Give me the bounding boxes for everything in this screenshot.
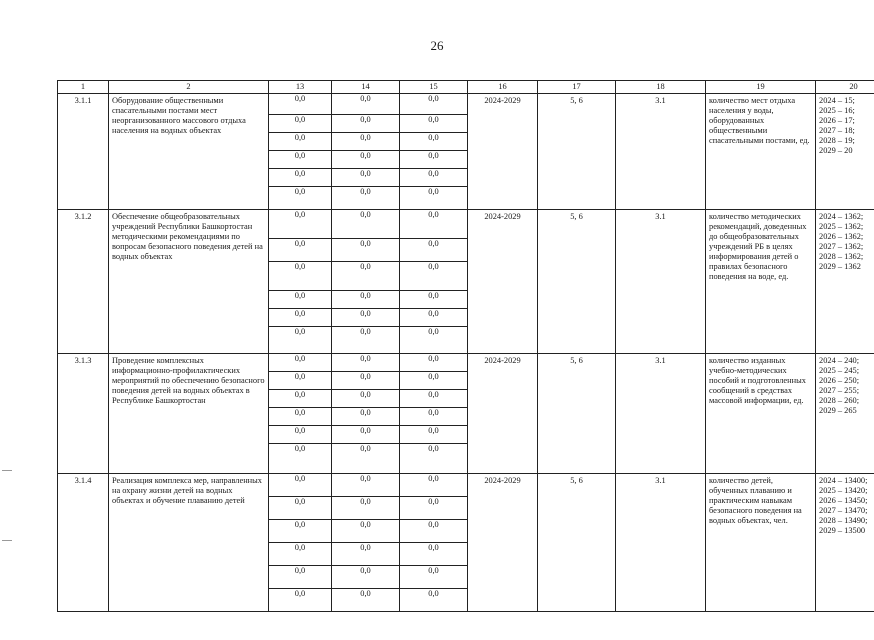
funding-value-cell: 0,0 [269,520,332,543]
column-header: 16 [468,81,538,94]
column-17-cell: 5, 6 [538,474,616,612]
funding-value-cell: 0,0 [269,187,332,210]
funding-value-cell: 0,0 [269,210,332,239]
activity-id: 3.1.1 [58,94,109,210]
funding-value-cell: 0,0 [332,543,400,566]
funding-value-cell: 0,0 [400,390,468,408]
funding-value-cell: 0,0 [332,115,400,133]
target-value: 2026 – 1362; [819,232,864,241]
funding-value-cell: 0,0 [269,133,332,151]
target-values-cell [816,354,874,474]
funding-value-cell: 0,0 [400,372,468,390]
margin-mark [2,470,12,471]
column-header: 2 [109,81,269,94]
funding-value-cell: 0,0 [400,133,468,151]
funding-value-cell: 0,0 [400,239,468,262]
funding-value-cell: 0,0 [400,497,468,520]
column-header: 18 [616,81,706,94]
target-value: 2025 – 16; [819,106,855,115]
column-17-cell: 5, 6 [538,210,616,354]
target-values-cell [816,474,874,612]
target-value: 2029 – 1362 [819,262,861,271]
funding-value-cell: 0,0 [332,354,400,372]
funding-value-cell: 0,0 [332,426,400,444]
table-row [58,474,874,497]
funding-value-cell: 0,0 [269,239,332,262]
funding-value-cell: 0,0 [269,497,332,520]
target-value: 2025 – 1362; [819,222,864,231]
activity-id: 3.1.3 [58,354,109,474]
table-row [58,354,874,372]
funding-value-cell: 0,0 [400,309,468,327]
funding-value-cell: 0,0 [332,327,400,354]
activity-id: 3.1.2 [58,210,109,354]
activity-name: Проведение комплексных информационно-профилактических мероприятий по обеспечению безопасного поведения детей на водных объектах в Республике Башкортостан [109,354,269,474]
target-value: 2024 – 1362; [819,212,864,221]
funding-value-cell: 0,0 [400,210,468,239]
table-row [58,94,874,115]
column-18-cell: 3.1 [616,354,706,474]
page-number: 26 [430,38,444,53]
target-value: 2029 – 13500 [819,526,866,535]
column-header: 13 [269,81,332,94]
column-header: 15 [400,81,468,94]
funding-value-cell: 0,0 [332,408,400,426]
funding-value-cell: 0,0 [269,543,332,566]
target-value: 2025 – 245; [819,366,860,375]
funding-value-cell: 0,0 [332,372,400,390]
funding-value-cell: 0,0 [400,169,468,187]
funding-value-cell: 0,0 [400,187,468,210]
column-header-row [58,81,874,94]
column-header: 20 [816,81,874,94]
target-value: 2024 – 13400; [819,476,868,485]
funding-value-cell: 0,0 [332,520,400,543]
activity-id: 3.1.4 [58,474,109,612]
target-value: 2026 – 17; [819,116,855,125]
funding-value-cell: 0,0 [332,210,400,239]
margin-mark [2,540,12,541]
period-cell: 2024-2029 [468,94,538,210]
target-value: 2027 – 255; [819,386,860,395]
target-value: 2028 – 1362; [819,252,864,261]
target-value: 2027 – 18; [819,126,855,135]
funding-value-cell: 0,0 [400,151,468,169]
table-row [58,210,874,239]
target-value: 2028 – 260; [819,396,860,405]
target-values-cell [816,94,874,210]
funding-value-cell: 0,0 [332,444,400,474]
indicator-cell: количество мест отдыха населения у воды, оборудованных общественными спасательными постами, ед. [706,94,816,210]
funding-value-cell: 0,0 [400,543,468,566]
funding-value-cell: 0,0 [269,390,332,408]
funding-value-cell: 0,0 [269,589,332,612]
funding-value-cell: 0,0 [269,115,332,133]
column-header: 1 [58,81,109,94]
funding-value-cell: 0,0 [400,354,468,372]
funding-value-cell: 0,0 [400,408,468,426]
funding-value-cell: 0,0 [269,327,332,354]
funding-value-cell: 0,0 [269,474,332,497]
funding-value-cell: 0,0 [332,133,400,151]
funding-value-cell: 0,0 [269,354,332,372]
funding-value-cell: 0,0 [400,115,468,133]
funding-value-cell: 0,0 [400,474,468,497]
target-value: 2026 – 250; [819,376,860,385]
indicator-cell: количество изданных учебно-методических пособий и подготовленных сообщений в средствах массовой информации, ед. [706,354,816,474]
target-value: 2027 – 1362; [819,242,864,251]
column-17-cell: 5, 6 [538,94,616,210]
indicator-cell: количество детей, обученных плаванию и практическим навыкам безопасного поведения на водных объектах, чел. [706,474,816,612]
activity-name: Обеспечение общеобразовательных учреждений Республики Башкортостан методическими рекомендациями по вопросам безопасного поведения детей на водных объектах [109,210,269,354]
column-17-cell: 5, 6 [538,354,616,474]
funding-value-cell: 0,0 [332,151,400,169]
activity-name: Реализация комплекса мер, направленных на охрану жизни детей на водных объектах и обучение плаванию детей [109,474,269,612]
funding-value-cell: 0,0 [332,309,400,327]
funding-value-cell: 0,0 [332,239,400,262]
funding-value-cell: 0,0 [400,291,468,309]
target-value: 2028 – 19; [819,136,855,145]
funding-value-cell: 0,0 [269,372,332,390]
funding-value-cell: 0,0 [400,426,468,444]
funding-value-cell: 0,0 [332,94,400,115]
funding-value-cell: 0,0 [332,262,400,291]
column-header: 17 [538,81,616,94]
funding-value-cell: 0,0 [269,262,332,291]
funding-value-cell: 0,0 [400,589,468,612]
column-18-cell: 3.1 [616,474,706,612]
funding-value-cell: 0,0 [332,566,400,589]
column-header: 19 [706,81,816,94]
funding-value-cell: 0,0 [400,94,468,115]
funding-value-cell: 0,0 [269,309,332,327]
column-18-cell: 3.1 [616,210,706,354]
indicator-cell: количество методических рекомендаций, доведенных до общеобразовательных учреждений РБ в целях информирования детей о правилах безопасного поведения на воде, ед. [706,210,816,354]
funding-value-cell: 0,0 [332,291,400,309]
funding-value-cell: 0,0 [269,94,332,115]
target-value: 2024 – 240; [819,356,860,365]
funding-value-cell: 0,0 [332,497,400,520]
activity-name: Оборудование общественными спасательными постами мест неорганизованного массового отдыха населения на водных объектах [109,94,269,210]
target-value: 2028 – 13490; [819,516,868,525]
funding-value-cell: 0,0 [400,327,468,354]
funding-value-cell: 0,0 [332,589,400,612]
funding-value-cell: 0,0 [269,444,332,474]
funding-value-cell: 0,0 [269,169,332,187]
program-activities-table [57,80,874,612]
funding-value-cell: 0,0 [400,262,468,291]
funding-value-cell: 0,0 [332,390,400,408]
funding-value-cell: 0,0 [269,408,332,426]
funding-value-cell: 0,0 [332,474,400,497]
funding-value-cell: 0,0 [269,151,332,169]
target-value: 2029 – 265 [819,406,857,415]
period-cell: 2024-2029 [468,474,538,612]
target-values-cell [816,210,874,354]
period-cell: 2024-2029 [468,210,538,354]
column-18-cell: 3.1 [616,94,706,210]
target-value: 2024 – 15; [819,96,855,105]
funding-value-cell: 0,0 [400,444,468,474]
target-value: 2025 – 13420; [819,486,868,495]
funding-value-cell: 0,0 [400,566,468,589]
period-cell: 2024-2029 [468,354,538,474]
funding-value-cell: 0,0 [269,566,332,589]
funding-value-cell: 0,0 [332,187,400,210]
funding-value-cell: 0,0 [269,291,332,309]
target-value: 2029 – 20 [819,146,853,155]
column-header: 14 [332,81,400,94]
funding-value-cell: 0,0 [400,520,468,543]
target-value: 2026 – 13450; [819,496,868,505]
funding-value-cell: 0,0 [269,426,332,444]
target-value: 2027 – 13470; [819,506,868,515]
funding-value-cell: 0,0 [332,169,400,187]
